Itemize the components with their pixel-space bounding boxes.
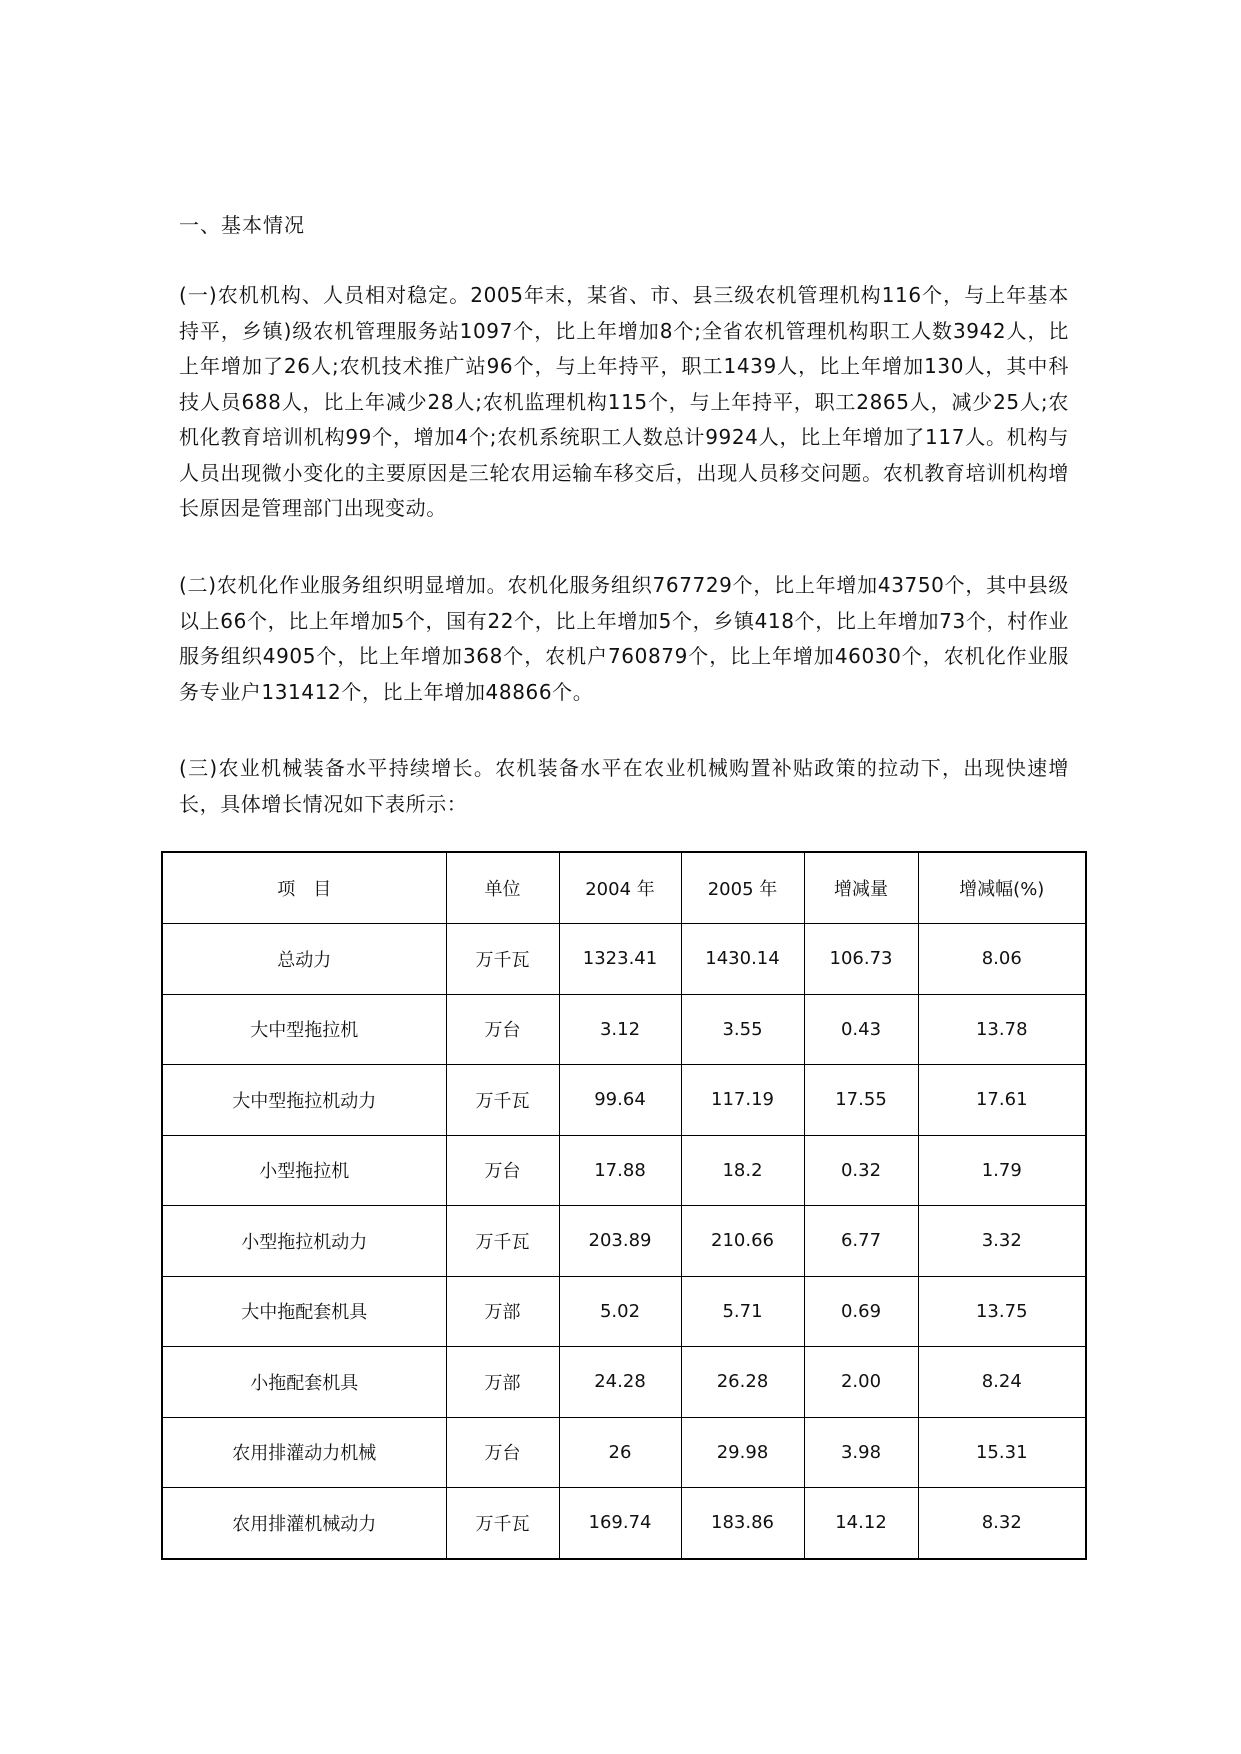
cell-item: 农用排灌动力机械 xyxy=(162,1417,446,1488)
cell-2005: 29.98 xyxy=(681,1417,804,1488)
cell-item: 大中型拖拉机动力 xyxy=(162,1065,446,1136)
cell-unit: 万部 xyxy=(446,1276,559,1347)
cell-change-percent: 13.75 xyxy=(918,1276,1086,1347)
table-row xyxy=(162,1276,1086,1347)
header-2004: 2004 年 xyxy=(559,852,681,924)
paragraph-equipment-level: (三)农业机械装备水平持续增长。农机装备水平在农业机械购置补贴政策的拉动下，出现快速增长，具体增长情况如下表所示： xyxy=(179,756,1069,816)
cell-item: 大中型拖拉机 xyxy=(162,994,446,1065)
cell-2004: 99.64 xyxy=(559,1065,681,1136)
cell-unit: 万千瓦 xyxy=(446,924,559,995)
cell-change: 3.98 xyxy=(804,1417,918,1488)
cell-change: 6.77 xyxy=(804,1206,918,1277)
cell-unit: 万台 xyxy=(446,1417,559,1488)
cell-change: 0.32 xyxy=(804,1135,918,1206)
cell-item: 大中拖配套机具 xyxy=(162,1276,446,1347)
table-row xyxy=(162,994,1086,1065)
cell-change-percent: 3.32 xyxy=(918,1206,1086,1277)
header-2005: 2005 年 xyxy=(681,852,804,924)
table-header-row xyxy=(162,852,1086,924)
cell-2005: 210.66 xyxy=(681,1206,804,1277)
section-heading: 一、基本情况 xyxy=(179,213,305,237)
cell-2005: 18.2 xyxy=(681,1135,804,1206)
cell-change: 14.12 xyxy=(804,1488,918,1559)
cell-2004: 24.28 xyxy=(559,1347,681,1418)
cell-2005: 26.28 xyxy=(681,1347,804,1418)
cell-unit: 万台 xyxy=(446,1135,559,1206)
cell-2005: 3.55 xyxy=(681,994,804,1065)
table-row xyxy=(162,1065,1086,1136)
table-row xyxy=(162,1347,1086,1418)
cell-item: 小拖配套机具 xyxy=(162,1347,446,1418)
cell-change-percent: 15.31 xyxy=(918,1417,1086,1488)
cell-change-percent: 8.32 xyxy=(918,1488,1086,1559)
table-row xyxy=(162,1135,1086,1206)
cell-change: 2.00 xyxy=(804,1347,918,1418)
cell-2004: 3.12 xyxy=(559,994,681,1065)
table-row xyxy=(162,1206,1086,1277)
table-row xyxy=(162,1488,1086,1559)
cell-2004: 203.89 xyxy=(559,1206,681,1277)
cell-2004: 5.02 xyxy=(559,1276,681,1347)
cell-2004: 1323.41 xyxy=(559,924,681,995)
cell-item: 总动力 xyxy=(162,924,446,995)
equipment-growth-table xyxy=(161,851,1087,1560)
cell-unit: 万千瓦 xyxy=(446,1065,559,1136)
table-row xyxy=(162,1417,1086,1488)
paragraph-institutions: (一)农机机构、人员相对稳定。2005年末，某省、市、县三级农机管理机构116个，与上年基本持平，乡镇)级农机管理服务站1097个，比上年增加8个;全省农机管理机构职工人数3942人，比上年增加了26人;农机技术推广站96个，与上年持平，职工1439人，比上年增加130人，其中科技人员688人，比上年减少28人;农机监理机构115个，与上年持平，职工2865人，减少25人;农机化教育培训机构99个，增加4个;农机系统职工人数总计9924人，比上年增加了117人。机构与人员出现微小变化的主要原因是三轮农用运输车移交后，出现人员移交问题。农机教育培训机构增长原因是管理部门出现变动。 xyxy=(179,283,1069,520)
cell-item: 小型拖拉机 xyxy=(162,1135,446,1206)
cell-change: 17.55 xyxy=(804,1065,918,1136)
cell-change: 0.43 xyxy=(804,994,918,1065)
cell-item: 农用排灌机械动力 xyxy=(162,1488,446,1559)
cell-2005: 117.19 xyxy=(681,1065,804,1136)
cell-change: 0.69 xyxy=(804,1276,918,1347)
cell-2004: 26 xyxy=(559,1417,681,1488)
cell-change-percent: 8.06 xyxy=(918,924,1086,995)
table-row xyxy=(162,924,1086,995)
header-change-percent: 增减幅(%) xyxy=(918,852,1086,924)
cell-change: 106.73 xyxy=(804,924,918,995)
cell-change-percent: 8.24 xyxy=(918,1347,1086,1418)
cell-2004: 17.88 xyxy=(559,1135,681,1206)
cell-unit: 万千瓦 xyxy=(446,1488,559,1559)
cell-change-percent: 1.79 xyxy=(918,1135,1086,1206)
header-change: 增减量 xyxy=(804,852,918,924)
cell-2005: 183.86 xyxy=(681,1488,804,1559)
paragraph-service-organizations: (二)农机化作业服务组织明显增加。农机化服务组织767729个，比上年增加43750个，其中县级以上66个，比上年增加5个，国有22个，比上年增加5个，乡镇418个，比上年增加73个，村作业服务组织4905个，比上年增加368个，农机户760879个，比上年增加46030个，农机化作业服务专业户131412个，比上年增加48866个。 xyxy=(179,573,1069,704)
header-unit: 单位 xyxy=(446,852,559,924)
cell-change-percent: 17.61 xyxy=(918,1065,1086,1136)
cell-unit: 万台 xyxy=(446,994,559,1065)
cell-change-percent: 13.78 xyxy=(918,994,1086,1065)
cell-2005: 1430.14 xyxy=(681,924,804,995)
header-item: 项 目 xyxy=(162,852,446,924)
cell-2004: 169.74 xyxy=(559,1488,681,1559)
cell-unit: 万千瓦 xyxy=(446,1206,559,1277)
cell-item: 小型拖拉机动力 xyxy=(162,1206,446,1277)
cell-2005: 5.71 xyxy=(681,1276,804,1347)
cell-unit: 万部 xyxy=(446,1347,559,1418)
